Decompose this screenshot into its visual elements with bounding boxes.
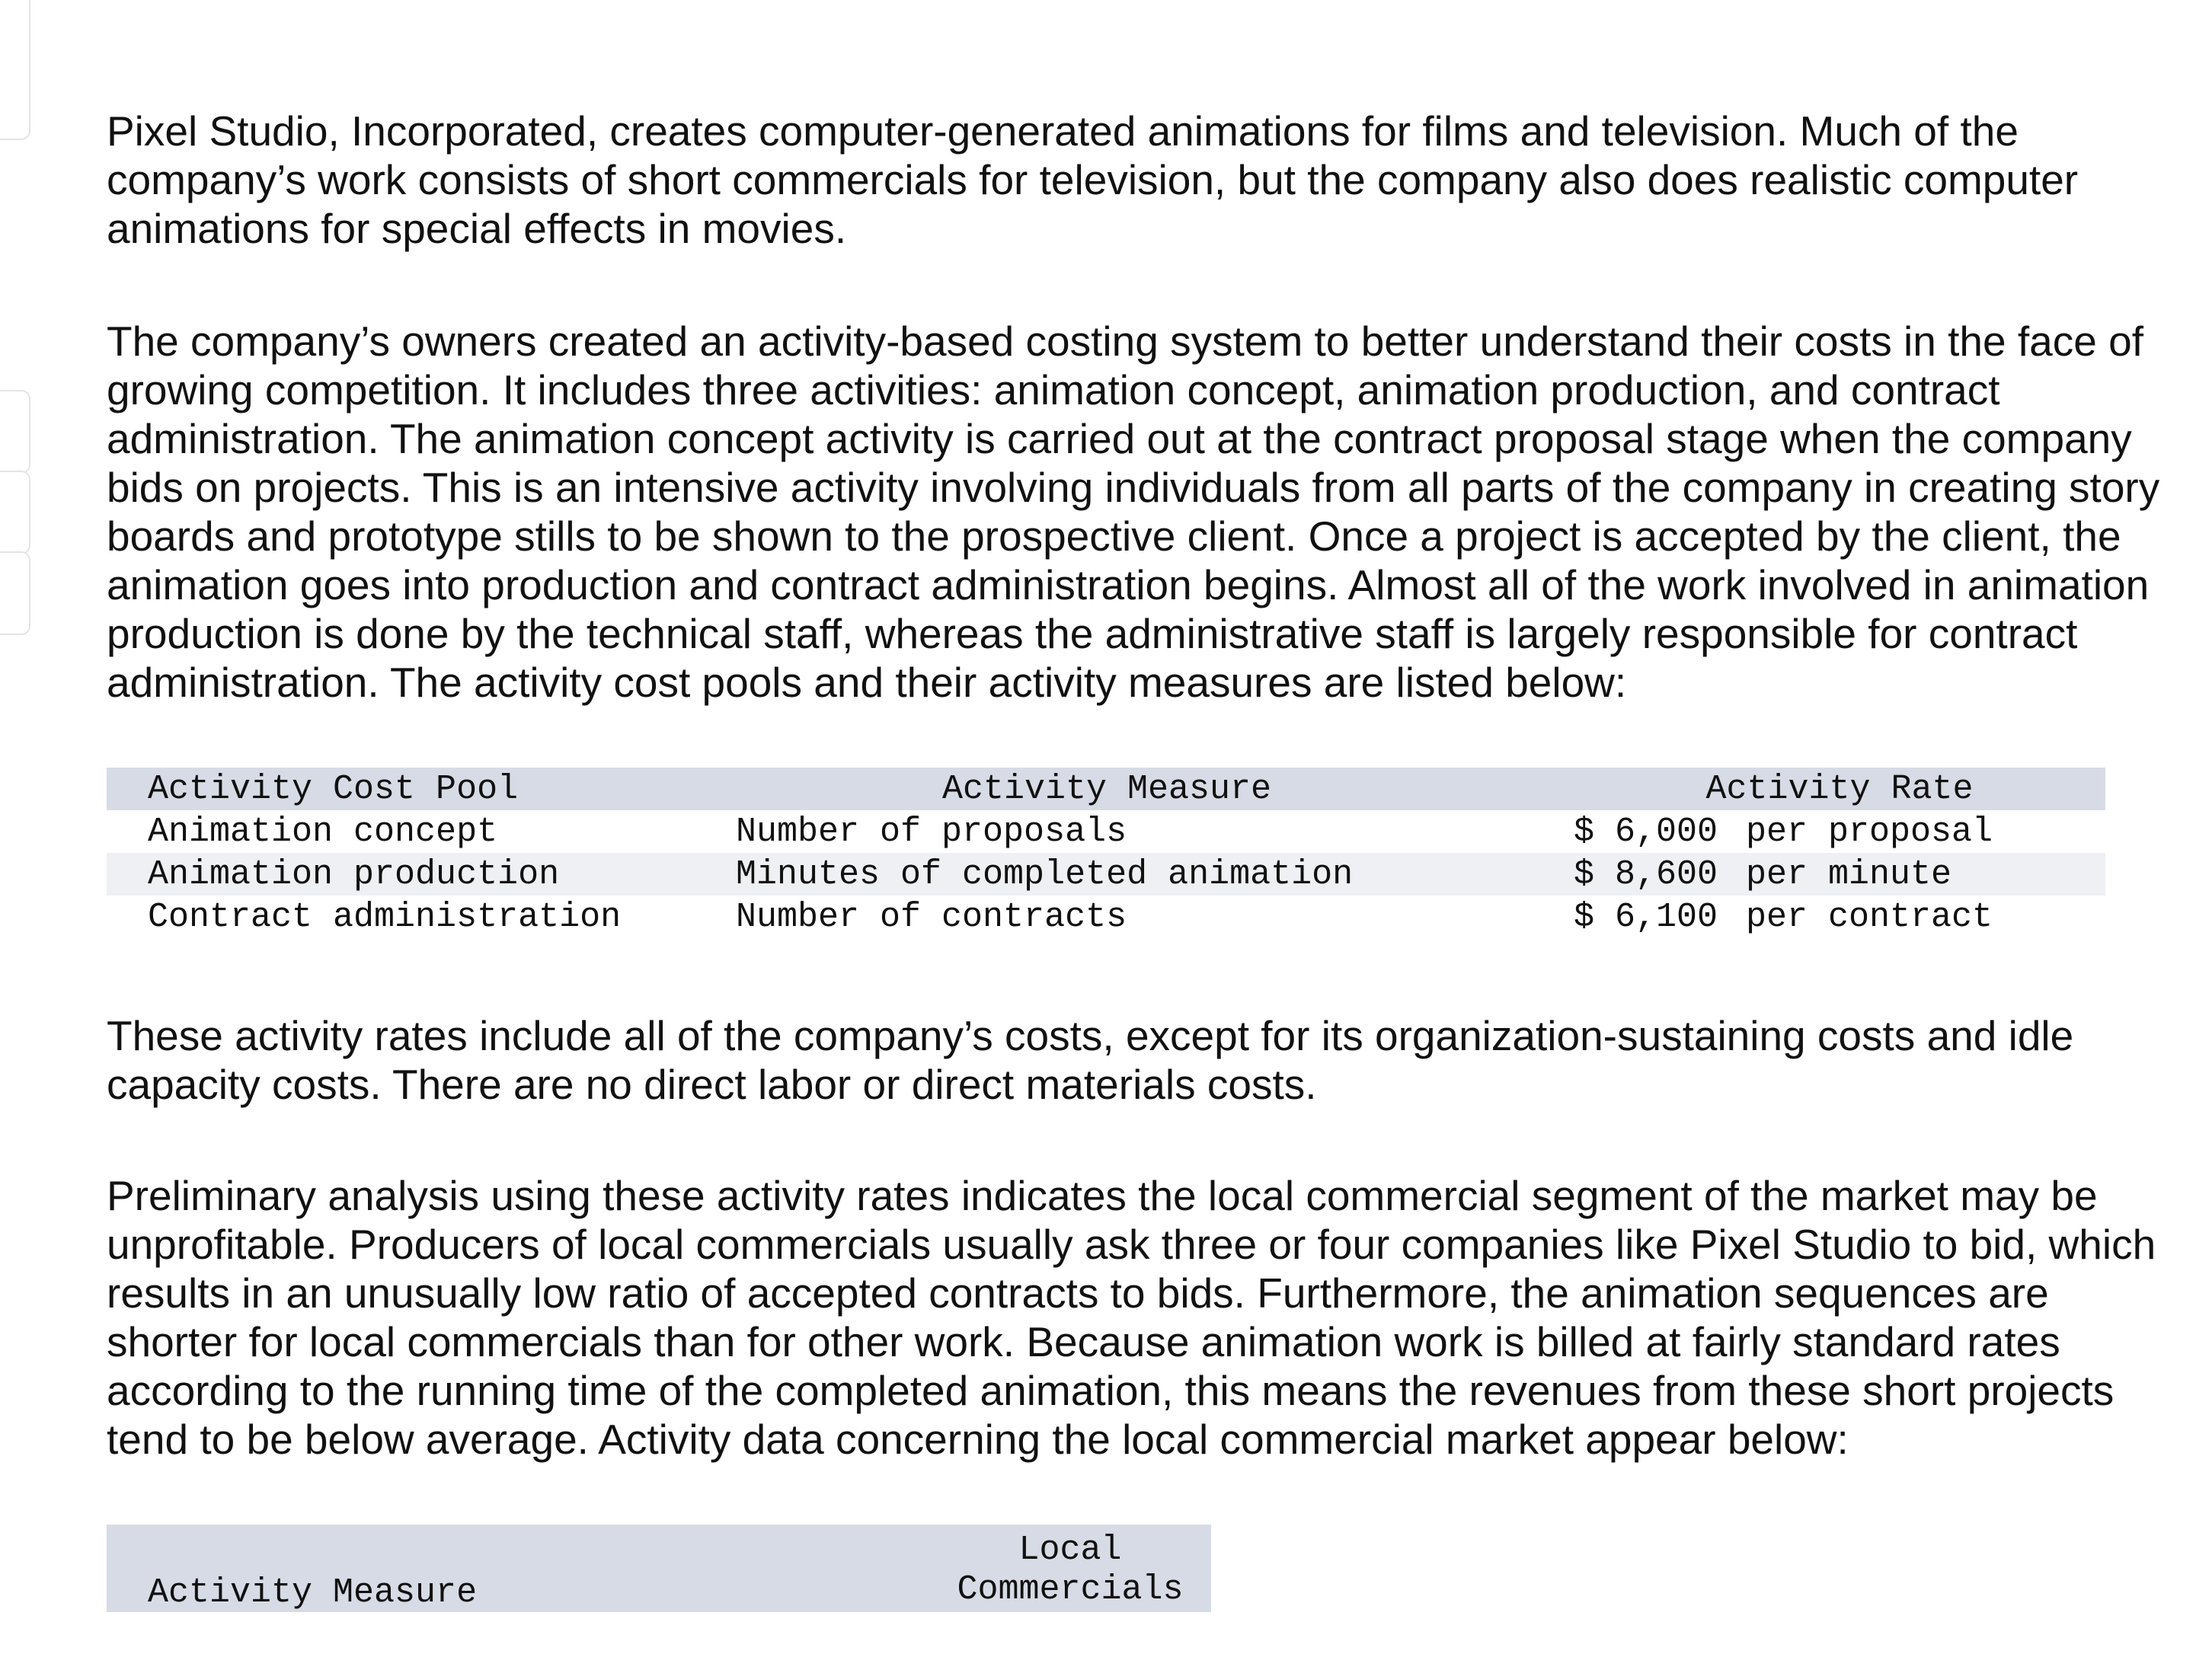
header-activity-measure: Activity Measure — [941, 769, 1272, 809]
activity-rate-cell — [1574, 810, 2105, 853]
table-row — [107, 853, 2105, 896]
local-commercials-header-row — [107, 1525, 1211, 1612]
activity-rate-cell — [1574, 896, 2105, 938]
header-local-line2: Commercials — [957, 1570, 1184, 1609]
preliminary-analysis-paragraph: Preliminary analysis using these activity rates indicates the local commercial segment of the market may be unprofitable. Producers of local commercials usually ask three or four companies like Pixel Studio to bid, which results in an unusually low ratio of accepted contracts to bids. Furthermore, the animation sequences are shorter for local commercials than for other work. Because animation work is billed at fairly standard rates according to the running time of the completed animation, this means the revenues from these short projects tend to be below average. Activity data concerning the local commercial market appear below: — [107, 1172, 2156, 1463]
activity-rates-header-row — [107, 768, 2105, 810]
activity-measure-cell: Minutes of completed animation — [736, 854, 1354, 894]
rate-unit: per minute — [1746, 854, 1952, 894]
edge-tab-2[interactable] — [0, 471, 30, 554]
table-row — [107, 896, 2105, 938]
header-activity-cost-pool: Activity Cost Pool — [148, 769, 519, 809]
edge-tab-top[interactable] — [0, 0, 30, 140]
activity-measure-cell: Number of contracts — [736, 897, 1127, 937]
rate-amount: $ 8,600 — [1574, 854, 1718, 894]
edge-tab-1[interactable] — [0, 390, 30, 474]
rate-amount: $ 6,100 — [1574, 897, 1718, 937]
cost-pool-cell: Animation production — [148, 854, 560, 894]
intro-paragraph: Pixel Studio, Incorporated, creates computer-generated animations for films and television. Much of the company’s work consists of short commercials for television, but the company also does realistic computer animations for special effects in movies. — [107, 107, 2079, 252]
rates-note-paragraph: These activity rates include all of the company’s costs, except for its organization-sustaining costs and idle capacity costs. There are no direct labor or direct materials costs. — [107, 1012, 2074, 1108]
cost-pool-cell: Animation concept — [148, 812, 498, 851]
header-activity-measure: Activity Measure — [148, 1573, 478, 1612]
header-local-commercials — [929, 1525, 1211, 1612]
problem-content — [107, 107, 2178, 1612]
rate-unit: per contract — [1746, 897, 1993, 937]
activity-rate-cell — [1574, 853, 2105, 896]
local-commercials-table — [107, 1525, 1211, 1612]
cost-pool-cell: Contract administration — [148, 897, 622, 937]
activity-rates-table — [107, 768, 2105, 938]
edge-tab-3[interactable] — [0, 551, 30, 635]
header-activity-rate: Activity Rate — [1705, 769, 1974, 809]
activity-measure-cell: Number of proposals — [736, 812, 1127, 851]
rate-unit: per proposal — [1746, 812, 1993, 851]
header-local-line1: Local — [1018, 1531, 1122, 1569]
table-row — [107, 810, 2105, 853]
abc-system-paragraph: The company’s owners created an activity-based costing system to better understand their costs in the face of growing competition. It includes three activities: animation concept, animation production, and contract administration. The animation concept activity is carried out at the contract proposal stage when the company bids on projects. This is an intensive activity involving individuals from all parts of the company in creating story boards and prototype stills to be shown to the prospective client. Once a project is accepted by the client, the animation goes into production and contract administration begins. Almost all of the work involved in animation production is done by the technical staff, whereas the administrative staff is largely responsible for contract administration. The activity cost pools and their activity measures are listed below: — [107, 318, 2160, 706]
rate-amount: $ 6,000 — [1574, 812, 1718, 851]
